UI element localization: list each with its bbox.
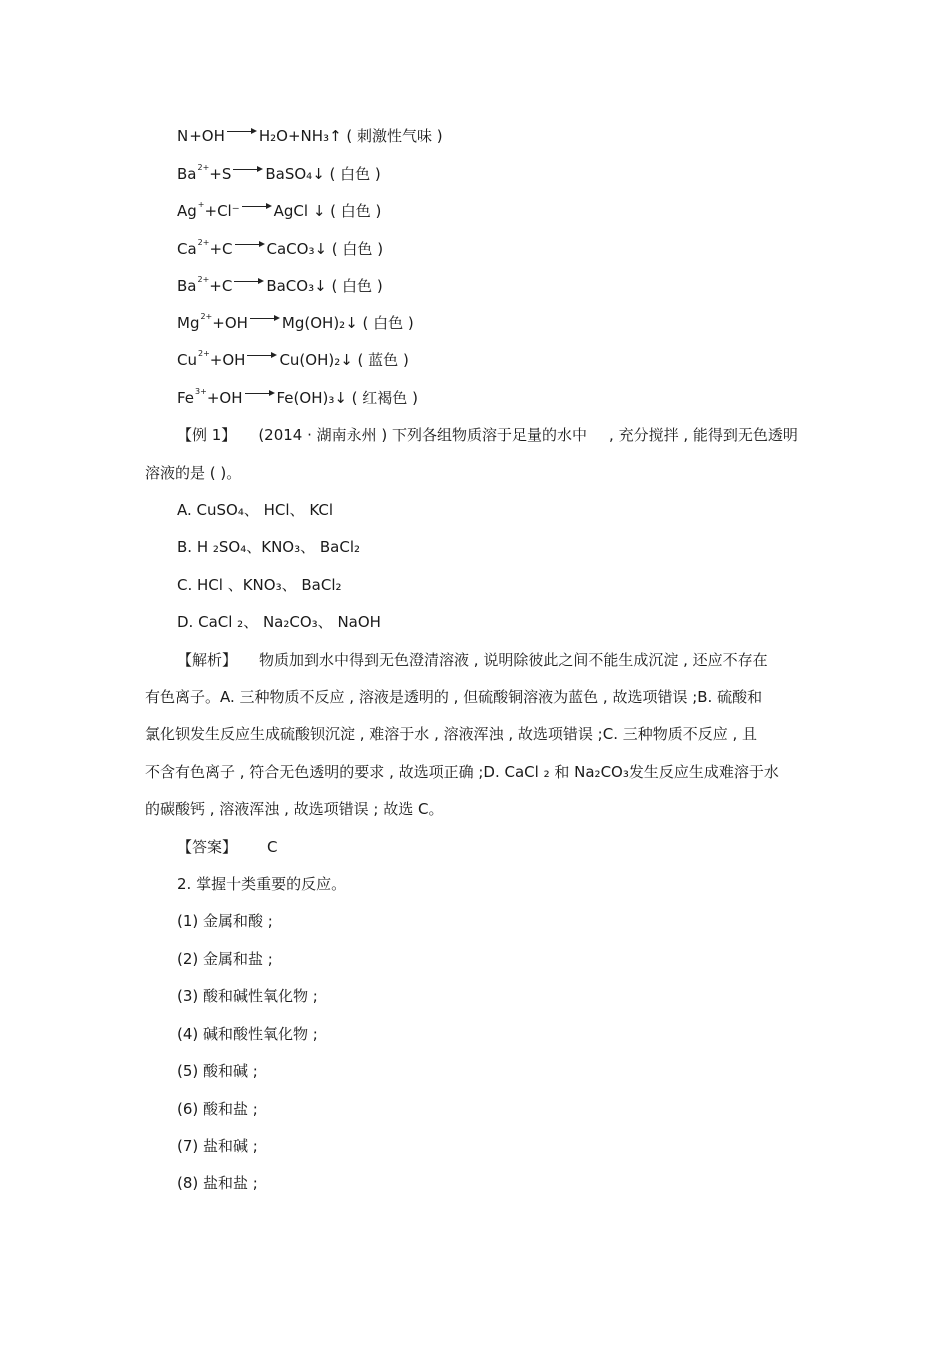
example-question-tail: , 充分搅拌 , 能得到无色透明 [609,426,798,444]
charge-superscript: 2+ [197,238,210,247]
list-item: (6) 酸和盐 ; [177,1100,258,1118]
reactant-ion: +OH [206,389,243,407]
reaction-arrow-icon [233,165,263,175]
option-text: H ₂SO₄、KNO₃、 BaCl₂ [196,538,361,556]
option-text: CaCl ₂、 Na₂CO₃、 NaOH [198,613,381,631]
reaction-product: BaCO₃↓ ( 白色 ) [266,277,383,295]
reactant-ion: Cu [177,351,197,369]
option-b [177,537,360,557]
reactant-ion: Ag [177,202,197,220]
reaction-product: Cu(OH)₂↓ ( 蓝色 ) [279,351,409,369]
list-item: (3) 酸和碱性氧化物 ; [177,987,318,1005]
reaction-line [177,276,383,299]
analysis-line [177,650,768,670]
reaction-product: H₂O+NH₃↑ ( 刺激性气味 ) [258,127,443,145]
list-item: (2) 金属和盐 ; [177,950,273,968]
analysis-label: 【解析】 [177,651,238,669]
answer-line [177,837,278,857]
list-item: (4) 碱和酸性氧化物 ; [177,1025,318,1043]
reaction-line [177,350,409,373]
list-item: (5) 酸和碱 ; [177,1062,258,1080]
charge-superscript: 2+ [200,312,213,321]
reactant-ion: +OH [209,351,246,369]
charge-superscript: + [197,200,205,209]
reaction-arrow-icon [234,277,264,287]
reaction-line [177,313,414,336]
analysis-line: 有色离子。A. 三种物质不反应 , 溶液是透明的 , 但硫酸铜溶液为蓝色 , 故选项错误 ;B. 硫酸和 [145,688,763,706]
reaction-line [177,201,381,224]
option-letter: C. [177,576,193,594]
charge-superscript: 2+ [197,275,210,284]
charge-superscript: 2+ [197,163,210,172]
charge-superscript: 2+ [197,349,210,358]
reaction-line [177,126,443,149]
answer-value: C [267,838,278,856]
reaction-product: Fe(OH)₃↓ ( 红褐色 ) [276,389,418,407]
reaction-product: BaSO₄↓ ( 白色 ) [265,165,381,183]
list-item: (8) 盐和盐 ; [177,1174,258,1192]
analysis-line: 的碳酸钙 , 溶液浑浊 , 故选项错误 ; 故选 C。 [145,800,444,818]
example-source: (2014 · 湖南永州 ) 下列各组物质溶于足量的水中 [258,426,588,444]
reaction-line [177,239,383,262]
reaction-line [177,388,418,411]
option-a [177,500,333,520]
reactant-ion: +Cl⁻ [204,202,240,220]
option-letter: A. [177,501,192,519]
reaction-arrow-icon [245,389,275,399]
reactant-ion: Mg [177,314,200,332]
answer-label: 【答案】 [177,838,238,856]
option-letter: D. [177,613,194,631]
example-label: 【例 1】 [177,426,237,444]
reaction-line [177,164,381,187]
reaction-arrow-icon [227,127,257,137]
reaction-product: CaCO₃↓ ( 白色 ) [266,240,384,258]
option-text: CuSO₄、 HCl、 KCl [196,501,333,519]
option-text: HCl 、KNO₃、 BaCl₂ [197,576,342,594]
analysis-line: 氯化钡发生反应生成硫酸钡沉淀 , 难溶于水 , 溶液浑浊 , 故选项错误 ;C. 三种物质不反应 , 且 [145,725,758,743]
example-question [177,425,798,445]
reactant-ion: +OH [189,127,225,145]
option-c [177,575,342,595]
list-item: (7) 盐和碱 ; [177,1137,258,1155]
reactant-ion: +S [209,165,232,183]
reactant-ion: +OH [212,314,248,332]
list-item: (1) 金属和酸 ; [177,912,273,930]
reactant-ion: +C [209,277,233,295]
option-letter: B. [177,538,193,556]
reaction-arrow-icon [242,202,272,212]
reaction-product: Mg(OH)₂↓ ( 白色 ) [281,314,414,332]
reaction-product: AgCl ↓ ( 白色 ) [273,202,382,220]
reactant-ion: Ca [177,240,197,258]
reactant-ion: Ba [177,165,197,183]
charge-superscript: 3+ [195,387,207,396]
reaction-arrow-icon [247,351,277,361]
example-question-line2: 溶液的是 ( )。 [145,464,242,482]
reactant-ion: Ba [177,277,197,295]
reaction-arrow-icon [235,240,265,250]
analysis-line: 不含有色离子 , 符合无色透明的要求 , 故选项正确 ;D. CaCl ₂ 和 Na₂CO₃发生反应生成难溶于水 [145,763,779,781]
analysis-text: 物质加到水中得到无色澄清溶液 , 说明除彼此之间不能生成沉淀 , 还应不存在 [259,651,768,669]
option-d [177,612,381,632]
reactant-ion: N [177,127,189,145]
reactant-ion: +C [209,240,233,258]
reactant-ion: Fe [177,389,195,407]
section-title: 2. 掌握十类重要的反应。 [177,875,347,893]
reaction-arrow-icon [250,314,280,324]
